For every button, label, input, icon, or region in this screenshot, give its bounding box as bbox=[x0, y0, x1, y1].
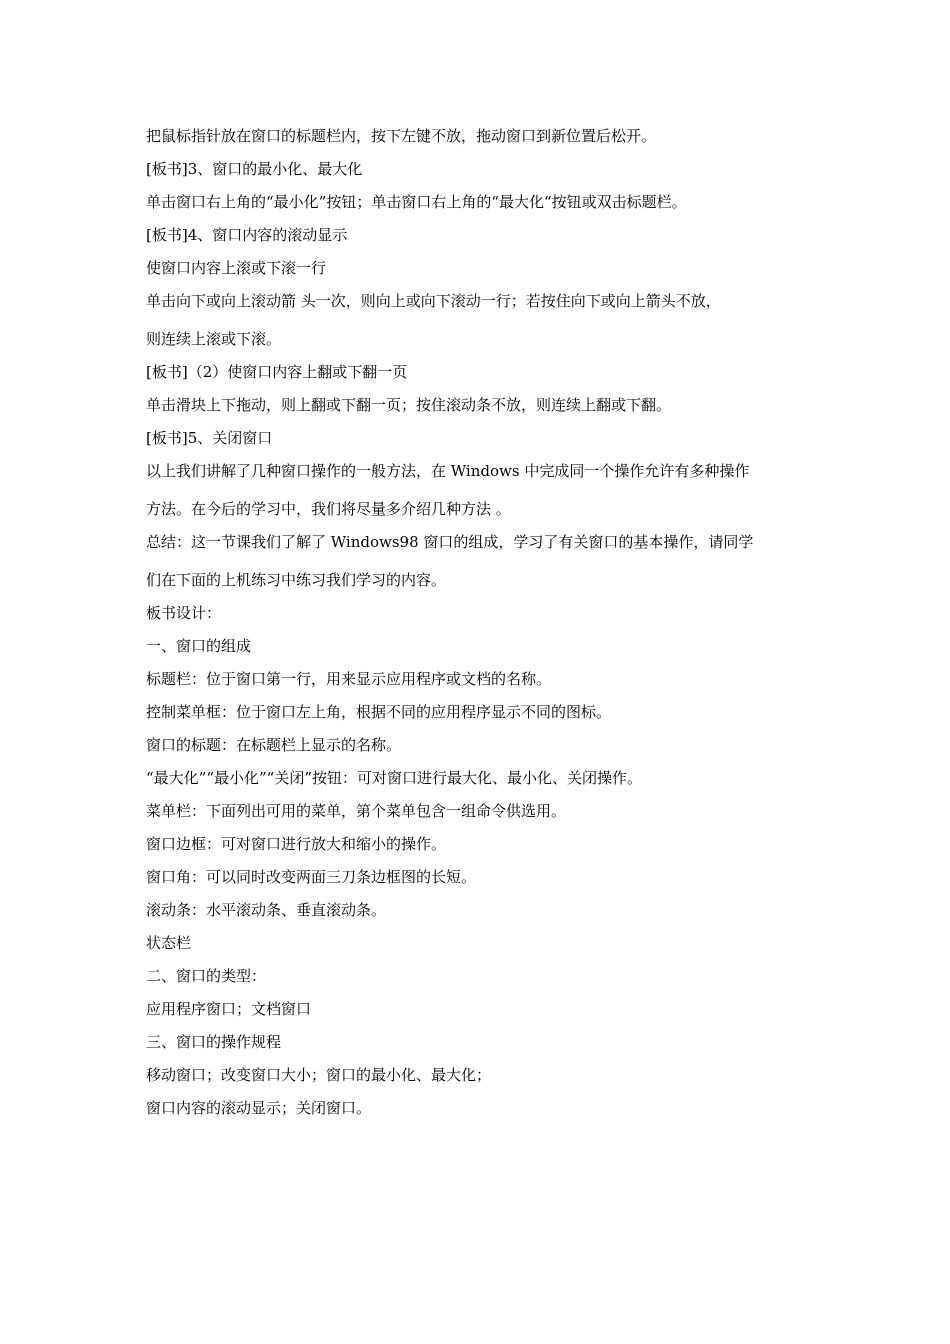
paragraph-line: 方法。在今后的学习中，我们将尽量多介绍几种方法 。 bbox=[146, 500, 511, 518]
board-heading: [板书]（2）使窗口内容上翻或下翻一页 bbox=[146, 363, 408, 381]
list-item: 标题栏：位于窗口第一行，用来显示应用程序或文档的名称。 bbox=[146, 670, 552, 688]
list-item: 菜单栏：下面列出可用的菜单，第个菜单包含一组命令供选用。 bbox=[146, 802, 567, 820]
board-heading: [板书]3、窗口的最小化、最大化 bbox=[146, 160, 363, 178]
list-item: “最大化”“最小化”“关闭”按钮：可对窗口进行最大化、最小化、关闭操作。 bbox=[146, 769, 643, 787]
list-item: 应用程序窗口；文档窗口 bbox=[146, 1000, 312, 1018]
section-heading: 三、窗口的操作规程 bbox=[146, 1033, 282, 1051]
list-item: 窗口的标题：在标题栏上显示的名称。 bbox=[146, 736, 402, 754]
summary-line: 总结：这一节课我们了解了 Windows98 窗口的组成，学习了有关窗口的基本操作，请同学 bbox=[146, 533, 754, 551]
paragraph-line: 单击滑块上下拖动，则上翻或下翻一页；按住滚动条不放，则连续上翻或下翻。 bbox=[146, 396, 672, 414]
paragraph-line: 单击窗口右上角的“最小化”按钮；单击窗口右上角的“最大化“按钮或双击标题栏。 bbox=[146, 193, 687, 211]
section-heading: 板书设计： bbox=[146, 604, 222, 622]
list-item: 控制菜单框：位于窗口左上角，根据不同的应用程序显示不同的图标。 bbox=[146, 703, 612, 721]
paragraph-line: 以上我们讲解了几种窗口操作的一般方法，在 Windows 中完成同一个操作允许有多种操作 bbox=[146, 462, 750, 480]
section-heading: 一、窗口的组成 bbox=[146, 637, 252, 655]
list-item: 窗口边框：可对窗口进行放大和缩小的操作。 bbox=[146, 835, 447, 853]
list-item: 状态栏 bbox=[146, 934, 192, 952]
board-heading: [板书]4、窗口内容的滚动显示 bbox=[146, 226, 348, 244]
paragraph-line: 使窗口内容上滚或下滚一行 bbox=[146, 259, 327, 277]
document-body bbox=[146, 124, 816, 1129]
summary-line: 们在下面的上机练习中练习我们学习的内容。 bbox=[146, 571, 447, 589]
section-heading: 二、窗口的类型： bbox=[146, 967, 267, 985]
list-item: 滚动条：水平滚动条、垂直滚动条。 bbox=[146, 901, 387, 919]
paragraph-line: 把鼠标指针放在窗口的标题栏内，按下左键不放，拖动窗口到新位置后松开。 bbox=[146, 127, 657, 145]
list-item: 窗口角：可以同时改变两面三刀条边框图的长短。 bbox=[146, 868, 477, 886]
board-heading: [板书]5、关闭窗口 bbox=[146, 429, 273, 447]
list-item: 窗口内容的滚动显示；关闭窗口。 bbox=[146, 1099, 372, 1117]
paragraph-line: 单击向下或向上滚动箭 头一次，则向上或向下滚动一行；若按住向下或向上箭头不放， bbox=[146, 292, 721, 310]
list-item: 移动窗口；改变窗口大小；窗口的最小化、最大化； bbox=[146, 1066, 492, 1084]
paragraph-line: 则连续上滚或下滚。 bbox=[146, 330, 282, 348]
